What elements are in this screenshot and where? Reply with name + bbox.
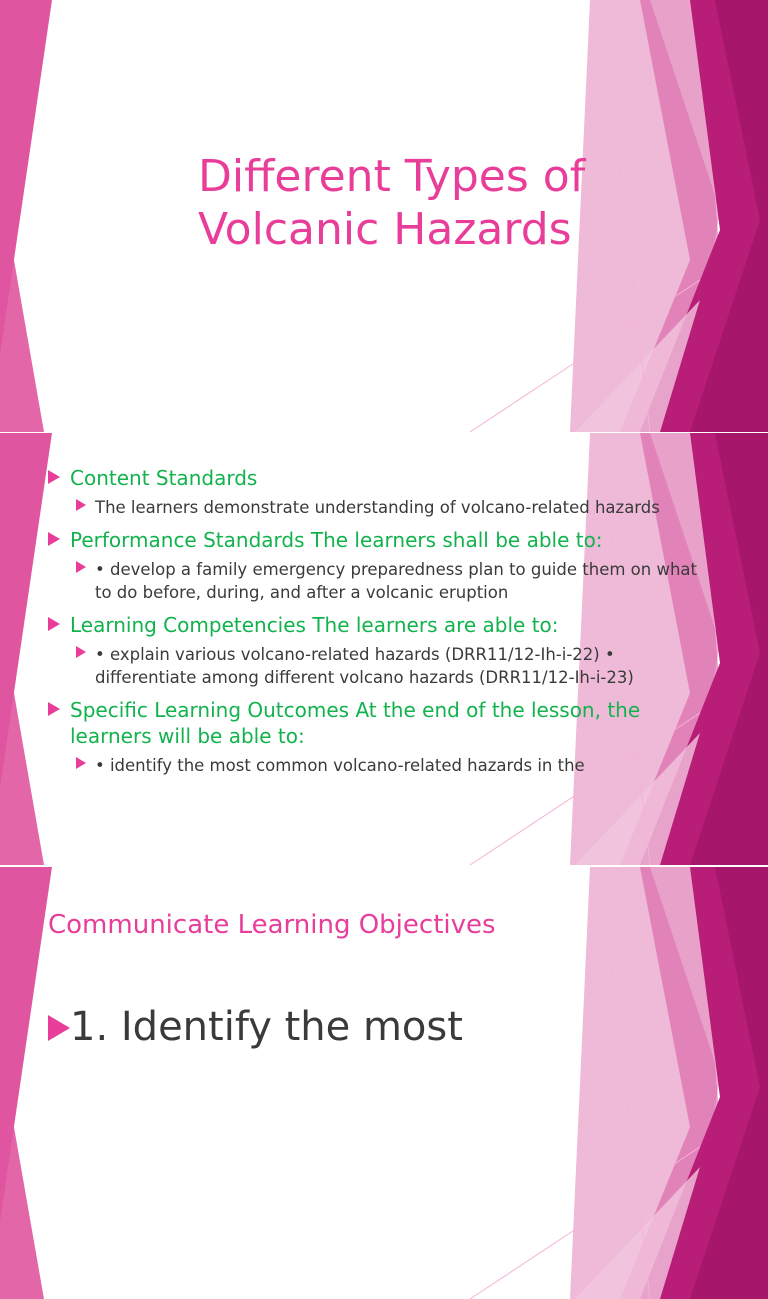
slide-title: Different Types of Volcanic Hazards [198, 151, 586, 255]
list-item [76, 558, 716, 604]
bullet-text: The learners demonstrate understanding of volcano-related hazards [95, 498, 660, 517]
list-item [76, 643, 716, 689]
triangle-right-icon [48, 465, 70, 484]
bullet-text: • develop a family emergency preparedness plan to guide them on what to do before, during, and after a volcanic eruption [95, 560, 697, 602]
list-item [48, 1003, 463, 1051]
bullet-heading: Performance Standards The learners shall be able to: [70, 528, 603, 552]
slide-title: Communicate Learning Objectives [48, 910, 496, 940]
list-item [48, 465, 716, 491]
triangle-right-icon [48, 527, 70, 546]
bullet-text: • identify the most common volcano-related hazards in the [95, 756, 585, 775]
bullet-heading: Content Standards [70, 466, 258, 490]
objective-text: 1. Identify the most [70, 1004, 463, 1050]
bullet-heading: Learning Competencies The learners are able to: [70, 613, 559, 637]
triangle-right-icon [76, 496, 95, 511]
list-item [76, 496, 716, 519]
standards-list [48, 465, 716, 785]
triangle-right-icon [48, 612, 70, 631]
bullet-heading: Specific Learning Outcomes At the end of the lesson, the learners will be able to: [70, 698, 641, 748]
title-slide [0, 0, 768, 432]
list-item [48, 612, 716, 638]
list-item [48, 527, 716, 553]
triangle-right-icon [48, 1003, 70, 1041]
triangle-right-icon [48, 697, 70, 716]
standards-slide [0, 433, 768, 865]
list-item [48, 697, 716, 749]
objectives-slide [0, 867, 768, 1050]
triangle-right-icon [76, 754, 95, 769]
triangle-right-icon [76, 643, 95, 658]
bullet-text: • explain various volcano-related hazards (DRR11/12-Ih-i-22) • differentiate among different volcano hazards (DRR11/12-Ih-i-23) [95, 645, 634, 687]
list-item [76, 754, 716, 777]
triangle-right-icon [76, 558, 95, 573]
